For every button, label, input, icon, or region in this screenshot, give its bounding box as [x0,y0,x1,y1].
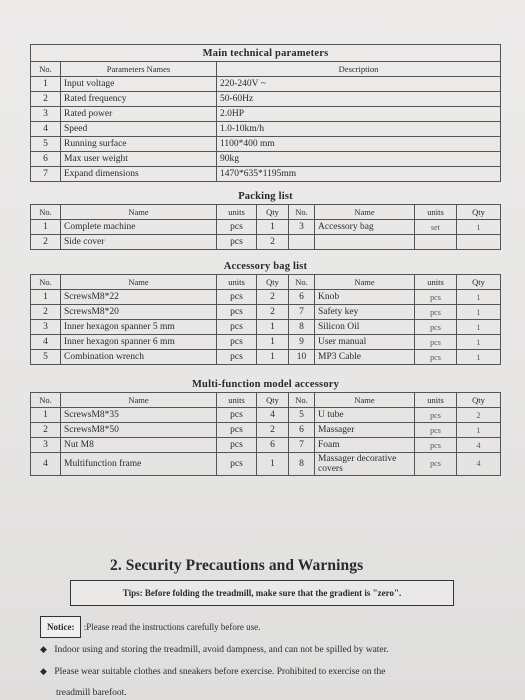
bullet-item [40,642,480,657]
parameter-name: Speed [61,122,217,137]
notice-label: Notice: [40,616,81,638]
table-row [31,152,501,167]
bullet-text-continued: treadmill barefoot. [56,688,127,698]
table-row [31,92,501,107]
parameter-name: Expand dimensions [61,167,217,182]
item-qty: 1 [257,320,289,335]
item-name-2: Accessory bag [315,220,415,235]
item-qty: 1 [257,350,289,365]
header-name-2: Name [315,205,415,220]
row-number: 1 [31,77,61,92]
header-name-2: Name [315,393,415,408]
parameter-name: Rated power [61,107,217,122]
row-number: 6 [31,152,61,167]
row-number: 1 [31,290,61,305]
parameter-description: 1100*400 mm [217,137,501,152]
table-row [31,77,501,92]
bullet-text: Indoor using and storing the treadmill, avoid dampness, and can not be spilled by water. [54,645,389,655]
row-number: 1 [31,408,61,423]
item-qty-2: 2 [457,408,501,423]
item-qty-2: 1 [457,290,501,305]
parameter-description: 90kg [217,152,501,167]
header-units-2: units [415,393,457,408]
parameter-description: 1470*635*1195mm [217,167,501,182]
header-qty-2: Qty [457,393,501,408]
item-qty: 2 [257,290,289,305]
row-number: 3 [31,320,61,335]
item-qty-2: 1 [457,423,501,438]
row-number: 3 [31,438,61,453]
item-qty-2: 4 [457,438,501,453]
row-number-2: 7 [289,438,315,453]
item-name: Complete machine [61,220,217,235]
item-qty: 6 [257,438,289,453]
item-units-2 [415,235,457,250]
table-row [31,335,501,350]
item-units: pcs [217,453,257,476]
item-qty: 2 [257,305,289,320]
item-name: ScrewsM8*35 [61,408,217,423]
item-name-2: Safety key [315,305,415,320]
row-number-2: 9 [289,335,315,350]
item-units: pcs [217,220,257,235]
item-units-2: pcs [415,305,457,320]
header-qty: Qty [257,275,289,290]
diamond-bullet-icon: ◆ [40,666,47,676]
header-units: units [217,393,257,408]
table-row [31,220,501,235]
item-units-2: pcs [415,423,457,438]
section-heading: 2. Security Precautions and Warnings [110,557,364,574]
header-units: units [217,275,257,290]
row-number: 4 [31,122,61,137]
header-no-2: No. [289,275,315,290]
item-name: ScrewsM8*20 [61,305,217,320]
header-units-2: units [415,205,457,220]
item-units-2: pcs [415,290,457,305]
row-number: 7 [31,167,61,182]
item-name-2: Silicon Oil [315,320,415,335]
row-number: 2 [31,423,61,438]
row-number-2: 6 [289,290,315,305]
header-name: Name [61,275,217,290]
header-qty: Qty [257,393,289,408]
accessory-bag-title: Accessory bag list [223,260,308,272]
row-number-2: 8 [289,453,315,476]
main-parameters-title: Main technical parameters [31,45,501,62]
table-row [31,453,501,476]
header-no-2: No. [289,393,315,408]
item-name-2: Foam [315,438,415,453]
item-qty-2: 1 [457,335,501,350]
parameter-name: Max user weight [61,152,217,167]
item-name-2: MP3 Cable [315,350,415,365]
header-no: No. [31,62,61,77]
parameter-name: Rated frequency [61,92,217,107]
table-row [31,438,501,453]
table-row [31,235,501,250]
item-qty-2: 1 [457,220,501,235]
item-qty: 4 [257,408,289,423]
parameter-name: Running surface [61,137,217,152]
main-parameters-table [30,44,501,182]
notice-line [40,616,260,638]
row-number-2: 3 [289,220,315,235]
item-qty-2: 1 [457,305,501,320]
row-number-2: 10 [289,350,315,365]
item-units-2: pcs [415,408,457,423]
item-name-2 [315,235,415,250]
item-name-2: Massager decorative covers [315,453,415,476]
row-number-2 [289,235,315,250]
row-number-2: 6 [289,423,315,438]
table-row [31,305,501,320]
table-row [31,408,501,423]
item-name-2: User manual [315,335,415,350]
row-number-2: 5 [289,408,315,423]
header-units-2: units [415,275,457,290]
table-row [31,320,501,335]
diamond-bullet-icon: ◆ [40,644,47,654]
row-number: 2 [31,92,61,107]
header-qty-2: Qty [457,275,501,290]
table-row [31,350,501,365]
row-number: 5 [31,137,61,152]
item-qty: 1 [257,335,289,350]
row-number: 5 [31,350,61,365]
item-units: pcs [217,305,257,320]
item-units-2: pcs [415,335,457,350]
parameter-description: 1.0-10km/h [217,122,501,137]
table-row [31,107,501,122]
parameter-name: Input voltage [61,77,217,92]
header-description: Description [217,62,501,77]
item-units: pcs [217,320,257,335]
item-units: pcs [217,438,257,453]
item-qty: 2 [257,235,289,250]
item-qty-2 [457,235,501,250]
item-name: Multifunction frame [61,453,217,476]
accessory-bag-table [30,258,501,365]
item-name: ScrewsM8*22 [61,290,217,305]
packing-list-title: Packing list [238,190,293,202]
item-name: Inner hexagon spanner 6 mm [61,335,217,350]
bullet-item [40,664,480,679]
header-no: No. [31,275,61,290]
header-name: Name [61,205,217,220]
item-units-2: pcs [415,438,457,453]
item-units: pcs [217,423,257,438]
item-units: pcs [217,350,257,365]
table-row [31,137,501,152]
table-row [31,423,501,438]
parameter-description: 2.0HP [217,107,501,122]
row-number: 2 [31,305,61,320]
header-name: Name [61,393,217,408]
row-number-2: 8 [289,320,315,335]
row-number: 4 [31,453,61,476]
item-name: Inner hexagon spanner 5 mm [61,320,217,335]
item-units: pcs [217,290,257,305]
item-qty: 2 [257,423,289,438]
item-name-2: Knob [315,290,415,305]
item-name-2: Massager [315,423,415,438]
header-no: No. [31,393,61,408]
item-qty-2: 4 [457,453,501,476]
row-number: 3 [31,107,61,122]
item-units-2: pcs [415,453,457,476]
item-name: Combination wrench [61,350,217,365]
header-qty-2: Qty [457,205,501,220]
notice-text: :Please read the instructions carefully before use. [83,622,261,632]
row-number: 2 [31,235,61,250]
header-units: units [217,205,257,220]
item-units-2: pcs [415,350,457,365]
parameter-description: 220-240V ~ [217,77,501,92]
parameter-description: 50-60Hz [217,92,501,107]
header-no: No. [31,205,61,220]
multi-function-accessory-table [30,376,501,476]
header-qty: Qty [257,205,289,220]
tip-box: Tips: Before folding the treadmill, make sure that the gradient is "zero". [70,580,454,606]
item-units: pcs [217,335,257,350]
header-name-2: Name [315,275,415,290]
packing-list-table [30,188,501,250]
item-units-2: pcs [415,320,457,335]
item-units: pcs [217,408,257,423]
row-number-2: 7 [289,305,315,320]
multi-function-title: Multi-function model accessory [191,378,340,390]
header-no-2: No. [289,205,315,220]
table-row [31,167,501,182]
item-qty: 1 [257,220,289,235]
row-number: 4 [31,335,61,350]
item-units: pcs [217,235,257,250]
bullet-text: Please wear suitable clothes and sneakers before exercise. Prohibited to exercise on the [54,667,386,677]
table-row [31,290,501,305]
item-units-2: set [415,220,457,235]
item-qty-2: 1 [457,320,501,335]
item-qty-2: 1 [457,350,501,365]
table-row [31,122,501,137]
item-name-2: U tube [315,408,415,423]
item-name: Nut M8 [61,438,217,453]
item-name: Side cover [61,235,217,250]
item-name: ScrewsM8*50 [61,423,217,438]
header-param-name: Parameters Names [61,62,217,77]
item-qty: 1 [257,453,289,476]
row-number: 1 [31,220,61,235]
